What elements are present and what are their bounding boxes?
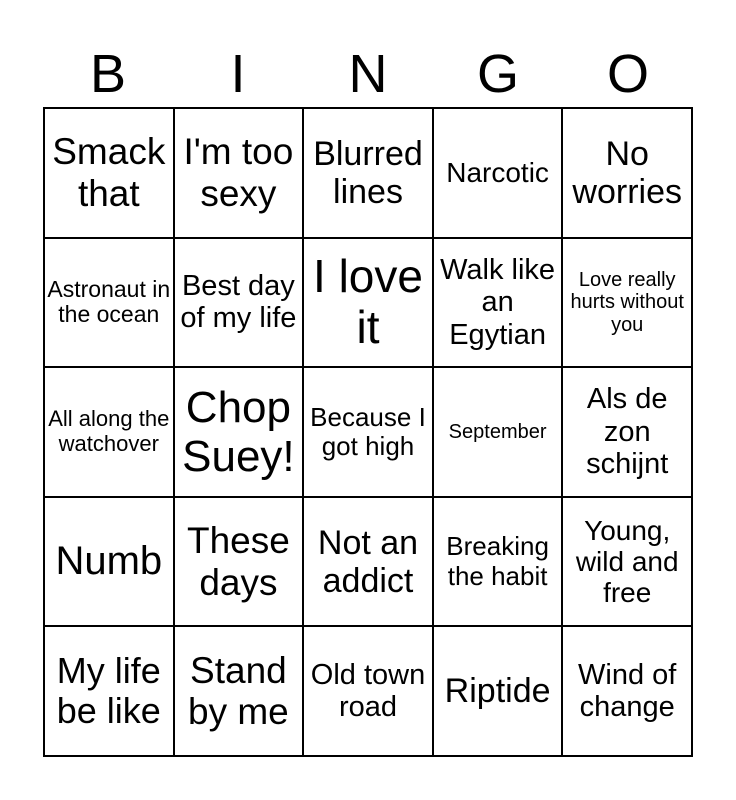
bingo-cell[interactable]: September bbox=[433, 367, 563, 497]
bingo-cell[interactable]: Smack that bbox=[44, 108, 174, 238]
bingo-cell[interactable]: Love really hurts without you bbox=[562, 238, 692, 368]
bingo-cell[interactable]: Blurred lines bbox=[303, 108, 433, 238]
bingo-cell[interactable]: My life be like bbox=[44, 626, 174, 756]
bingo-cell[interactable]: These days bbox=[174, 497, 304, 627]
bingo-cell[interactable]: Astronaut in the ocean bbox=[44, 238, 174, 368]
header-letter-g: G bbox=[476, 44, 519, 104]
bingo-cell[interactable]: Narcotic bbox=[433, 108, 563, 238]
bingo-cell[interactable]: Walk like an Egytian bbox=[433, 238, 563, 368]
bingo-card bbox=[43, 107, 693, 757]
bingo-cell[interactable]: All along the watchover bbox=[44, 367, 174, 497]
bingo-cell[interactable]: Stand by me bbox=[174, 626, 304, 756]
bingo-cell[interactable]: I'm too sexy bbox=[174, 108, 304, 238]
bingo-cell[interactable]: Riptide bbox=[433, 626, 563, 756]
bingo-cell[interactable]: Old town road bbox=[303, 626, 433, 756]
header-letter-b: B bbox=[89, 44, 127, 104]
header-letter-o: O bbox=[606, 44, 649, 104]
bingo-cell[interactable]: Not an addict bbox=[303, 497, 433, 627]
bingo-cell[interactable]: Numb bbox=[44, 497, 174, 627]
header-letter-i: I bbox=[230, 44, 246, 104]
bingo-cell[interactable]: Because I got high bbox=[303, 367, 433, 497]
bingo-cell[interactable]: Young, wild and free bbox=[562, 497, 692, 627]
bingo-cell[interactable]: Als de zon schijnt bbox=[562, 367, 692, 497]
bingo-cell[interactable]: Chop Suey! bbox=[174, 367, 304, 497]
bingo-cell[interactable]: Best day of my life bbox=[174, 238, 304, 368]
header-letter-n: N bbox=[348, 44, 388, 104]
bingo-cell[interactable]: Breaking the habit bbox=[433, 497, 563, 627]
bingo-cell[interactable]: Wind of change bbox=[562, 626, 692, 756]
bingo-header bbox=[43, 40, 693, 108]
bingo-cell[interactable]: I love it bbox=[303, 238, 433, 368]
bingo-cell[interactable]: No worries bbox=[562, 108, 692, 238]
